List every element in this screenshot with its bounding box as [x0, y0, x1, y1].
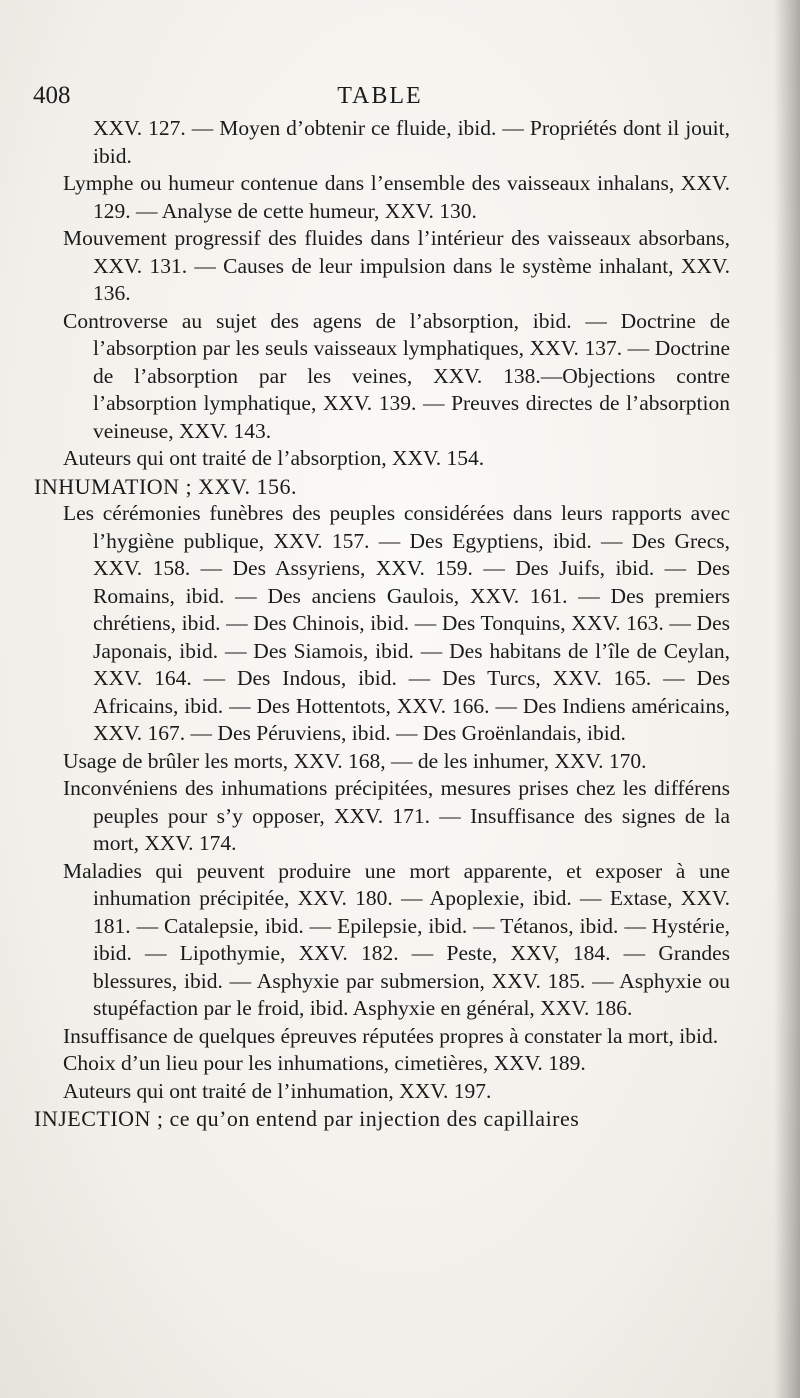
index-entry: Maladies qui peuvent produire une mort apparente, et exposer à une inhumation précipitée, XXV. 180. — Apoplexie, ibid. — Extase, XXV. 181. — Catalepsie, ibid. — Epilepsie, ibid. — Tétanos, ibid. — Hystérie, ibid. — Lipothymie, XXV. 182. — Peste, XXV, 184. — Grandes blessures, ibid. — Asphyxie par submersion, XXV. 185. — Asphyxie ou stupéfaction par le froid, ibid. Asphyxie en général, XXV. 186.: [63, 858, 730, 1020]
index-entry: Les cérémonies funèbres des peuples considérées dans leurs rapports avec l’hygiène publique, XXV. 157. — Des Egyptiens, ibid. — Des Grecs, XXV. 158. — Des Assyriens, XXV. 159. — Des Juifs, ibid. — Des Romains, ibid. — Des anciens Gaulois, XXV. 161. — Des premiers chrétiens, ibid. — Des Chinois, ibid. — Des Tonquins, XXV. 163. — Des Japonais, ibid. — Des Siamois, ibid. — Des habitans de l’île de Ceylan, XXV. 164. — Des Indous, ibid. — Des Turcs, XXV. 165. — Des Africains, ibid. — Des Hottentots, XXV. 166. — Des Indiens américains, XXV. 167. — Des Péruviens, ibid. — Des Groënlandais, ibid.: [63, 501, 730, 745]
index-entry: Inconvéniens des inhumations précipitées, mesures prises chez les différens peuples pour s’y opposer, XXV. 171. — Insuffisance des signes de la mort, XXV. 174.: [63, 776, 730, 855]
index-entry: Insuffisance de quelques épreuves réputées propres à constater la mort, ibid.: [63, 1023, 719, 1048]
page-number: 408: [33, 82, 71, 109]
index-entry: Mouvement progressif des fluides dans l’intérieur des vaisseaux absorbans, XXV. 131. — Causes de leur impulsion dans le système inhalant, XXV. 136.: [63, 226, 730, 305]
index-entry: Auteurs qui ont traité de l’absorption, XXV. 154.: [63, 446, 485, 470]
running-title: TABLE: [337, 83, 423, 109]
index-entry: Controverse au sujet des agens de l’absorption, ibid. — Doctrine de l’absorption par les seuls vaisseaux lymphatiques, XXV. 137. — Doctrine de l’absorption par les veines, XXV. 138.—Objections contre l’absorption lymphatique, XXV. 139. — Preuves directes de l’absorption veineuse, XXV. 143.: [63, 308, 730, 443]
page-header: [0, 80, 800, 112]
index-entry: Usage de brûler les morts, XXV. 168, — de les inhumer, XXV. 170.: [63, 748, 647, 773]
page-edge-shadow: [774, 0, 800, 1398]
index-body: [34, 115, 730, 1133]
index-entry: Auteurs qui ont traité de l’inhumation, XXV. 197.: [63, 1078, 492, 1103]
index-heading-inhumation: INHUMATION ; XXV. 156.: [34, 473, 297, 499]
index-entry-continued: XXV. 127. — Moyen d’obtenir ce fluide, ibid. — Propriétés dont il jouit, ibid.: [93, 116, 730, 168]
index-entry: Lymphe ou humeur contenue dans l’ensemble des vaisseaux inhalans, XXV. 129. — Analyse de cette humeur, XXV. 130.: [63, 171, 730, 223]
index-entry: Choix d’un lieu pour les inhumations, cimetières, XXV. 189.: [63, 1051, 586, 1075]
index-heading-injection: INJECTION ; ce qu’on entend par injection des capillaires: [34, 1106, 580, 1131]
